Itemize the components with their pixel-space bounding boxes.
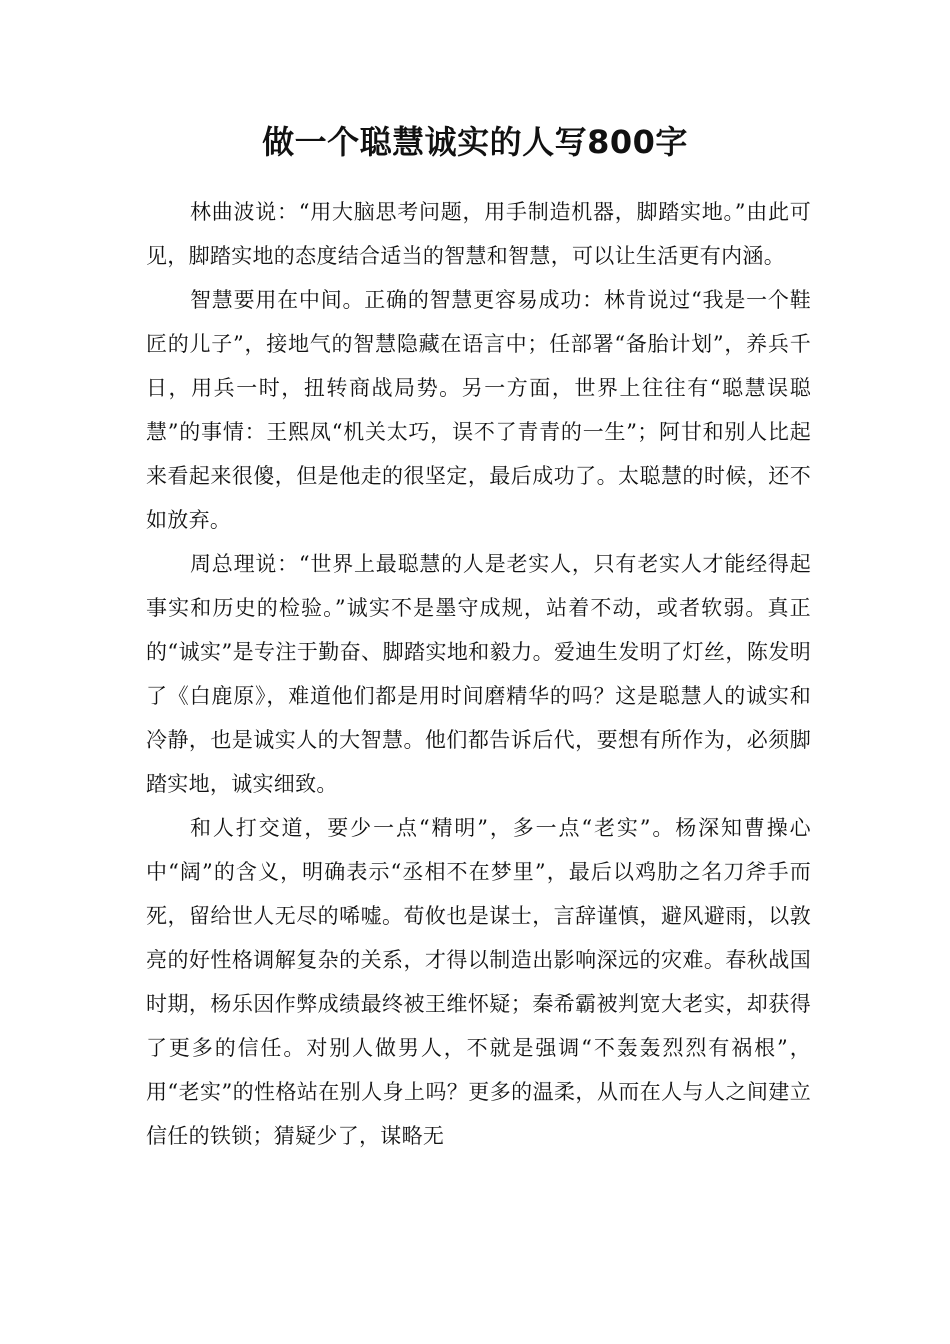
- paragraph-2: 智慧要用在中间。正确的智慧更容易成功：林肯说过“我是一个鞋匠的儿子”，接地气的智慧隐藏在语言中；任部署“备胎计划”，养兵千日，用兵一时，扭转商战局势。另一方面，世界上往往有“聪慧误聪慧”的事情：王熙凤“机关太巧，误不了青青的一生”；阿甘和别人比起来看起来很傻，但是他走的很坚定，最后成功了。太聪慧的时候，还不如放弃。: [146, 288, 811, 532]
- document-title: 做一个聪慧诚实的人写800字: [262, 123, 688, 161]
- paragraph-4: 和人打交道，要少一点“精明”，多一点“老实”。杨深知曹操心中“阔”的含义，明确表示“丞相不在梦里”，最后以鸡肋之名刀斧手而死，留给世人无尽的唏嘘。荀攸也是谋士，言辞谨慎，避风避雨，以敦亮的好性格调解复杂的关系，才得以制造出影响深远的灾难。春秋战国时期，杨乐因作弊成绩最终被王维怀疑；秦希霸被判宽大老实，却获得了更多的信任。对别人做男人，不就是强调“不轰轰烈烈有祸根”，用“老实”的性格站在别人身上吗？更多的温柔，从而在人与人之间建立信任的铁锁；猜疑少了，谋略无: [146, 816, 811, 1148]
- paragraph-1: 林曲波说：“用大脑思考问题，用手制造机器，脚踏实地。”由此可见，脚踏实地的态度结合适当的智慧和智慧，可以让生活更有内涵。: [146, 200, 811, 268]
- document-body: [146, 190, 811, 1158]
- paragraph-3: 周总理说：“世界上最聪慧的人是老实人，只有老实人才能经得起事实和历史的检验。”诚实不是墨守成规，站着不动，或者软弱。真正的“诚实”是专注于勤奋、脚踏实地和毅力。爱迪生发明了灯丝，陈发明了《白鹿原》，难道他们都是用时间磨精华的吗？这是聪慧人的诚实和冷静，也是诚实人的大智慧。他们都告诉后代，要想有所作为，必须脚踏实地，诚实细致。: [146, 552, 811, 796]
